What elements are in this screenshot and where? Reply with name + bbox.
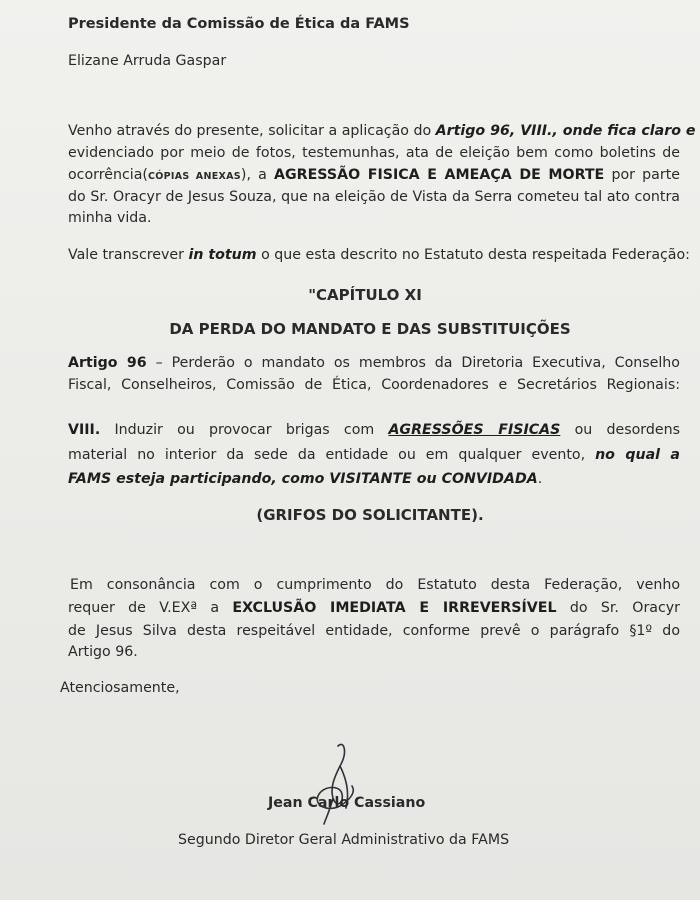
closing: Atenciosamente, <box>60 680 180 696</box>
para3-line1: Em consonância com o cumprimento do Estatuto desta Federação, venho <box>70 577 680 593</box>
para1-line1: Venho através do presente, solicitar a aplicação do Artigo 96, VIII., onde fica claro e <box>68 123 696 139</box>
para1-line5: minha vida. <box>68 210 152 226</box>
article-line2: Fiscal, Conselheiros, Comissão de Ética, Coordenadores e Secretários Regionais: <box>68 377 680 393</box>
para1-line4: do Sr. Oracyr de Jesus Souza, que na eleição de Vista da Serra cometeu tal ato contra <box>68 189 680 205</box>
para3-line3: de Jesus Silva desta respeitável entidade, conforme prevê o parágrafo §1º do <box>68 623 680 639</box>
chapter-title: "CAPÍTULO XI <box>308 286 422 304</box>
para1-line2: evidenciado por meio de fotos, testemunhas, ata de eleição bem como boletins de <box>68 145 680 161</box>
signer-name: Jean Carlo Cassiano <box>268 795 426 811</box>
item-line1: VIII. Induzir ou provocar brigas com AGRESSÕES FISICAS ou desordens <box>68 422 680 438</box>
signer-role: Segundo Diretor Geral Administrativo da FAMS <box>178 832 510 848</box>
para1-line3: ocorrência(CÓPIAS ANEXAS), a AGRESSÃO FISICA E AMEAÇA DE MORTE por parte <box>68 167 680 183</box>
para2: Vale transcrever in totum o que esta descrito no Estatuto desta respeitada Federação: <box>68 247 690 263</box>
para3-line4: Artigo 96. <box>68 644 138 660</box>
recipient-title: Presidente da Comissão de Ética da FAMS <box>68 16 410 32</box>
article-line1: Artigo 96 – Perderão o mandato os membros da Diretoria Executiva, Conselho <box>68 355 680 371</box>
para3-line2: requer de V.EXª a EXCLUSÃO IMEDIATA E IRREVERSÍVEL do Sr. Oracyr <box>68 600 681 616</box>
item-line3: FAMS esteja participando, como VISITANTE ou CONVIDADA. <box>68 471 543 487</box>
chapter-subtitle: DA PERDA DO MANDATO E DAS SUBSTITUIÇÕES <box>169 320 571 338</box>
recipient-name: Elizane Arruda Gaspar <box>68 53 227 69</box>
signature-scribble <box>300 738 370 828</box>
item-line2: material no interior da sede da entidade ou em qualquer evento, no qual a <box>68 447 681 463</box>
grifos-note: (GRIFOS DO SOLICITANTE). <box>256 506 484 524</box>
